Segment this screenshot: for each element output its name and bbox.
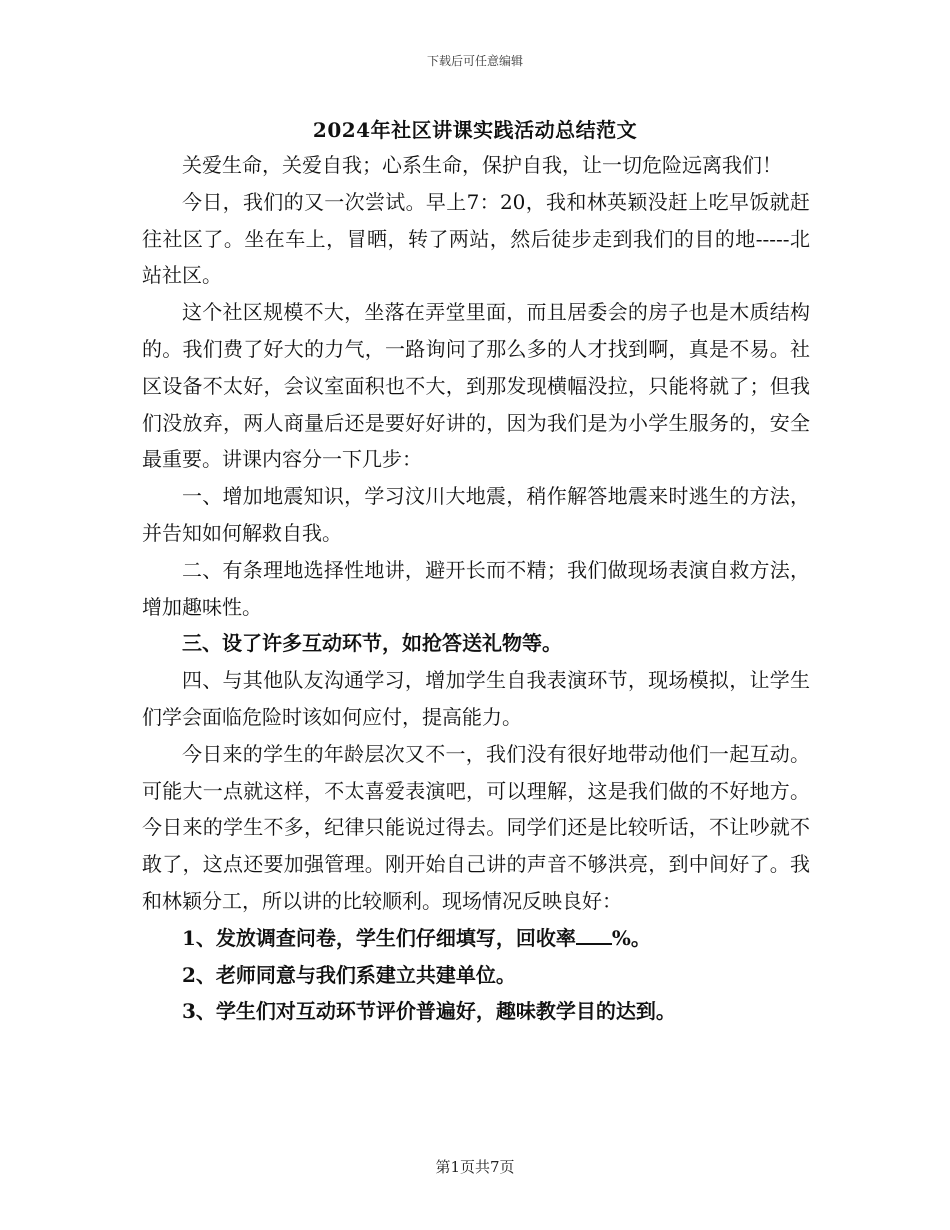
fill-in-blank — [576, 925, 612, 945]
paragraph-10: 2、老师同意与我们系建立共建单位。 — [182, 962, 516, 987]
paragraph-1: 关爱生命，关爱自我；心系生命，保护自我，让一切危险远离我们！ — [182, 153, 782, 177]
paragraph-8: 今日来的学生的年龄层次又不一，我们没有很好地带动他们一起互动。可能大一点就这样，不太喜爱表演吧，可以理解，这是我们做的不好地方。今日来的学生不多，纪律只能说过得去。同学们还是比较听话，不让吵就不敢了，这点还要加强管理。刚开始自己讲的声音不够洪亮，到中间好了。我和林颖分工，所以讲的比较顺利。现场情况反映良好： — [142, 741, 810, 913]
paragraph-3: 这个社区规模不大，坐落在弄堂里面，而且居委会的房子也是木质结构的。我们费了好大的力气，一路询问了那么多的人才找到啊，真是不易。社区设备不太好，会议室面积也不大，到那发现横幅没拉，只能将就了；但我们没放弃，两人商量后还是要好好讲的，因为我们是为小学生服务的，安全最重要。讲课内容分一下几步： — [142, 300, 810, 472]
page-footer: 第1页共7页 — [435, 1158, 515, 1176]
paragraph-9-text: 1、发放调查问卷，学生们仔细填写，回收率 — [182, 925, 576, 950]
paragraph-2: 今日，我们的又一次尝试。早上7：20，我和林英颖没赶上吃早饭就赶往社区了。坐在车上，冒晒，转了两站，然后徒步走到我们的目的地-----北站社区。 — [142, 189, 810, 288]
paragraph-5: 二、有条理地选择性地讲，避开长而不精；我们做现场表演自救方法，增加趣味性。 — [142, 557, 810, 619]
paragraph-9 — [142, 920, 810, 957]
paragraph-11: 3、学生们对互动环节评价普遍好，趣味教学目的达到。 — [182, 999, 676, 1024]
paragraph-7: 四、与其他队友沟通学习，增加学生自我表演环节，现场模拟，让学生们学会面临危险时该如何应付，提高能力。 — [142, 668, 810, 729]
document-title: 2024年社区讲课实践活动总结范文 — [312, 118, 638, 142]
document-body — [142, 147, 810, 1030]
paragraph-9-suffix: %。 — [611, 925, 651, 950]
paragraph-4: 一、增加地震知识，学习汶川大地震，稍作解答地震来时逃生的方法，并告知如何解救自我。 — [142, 484, 810, 545]
header-note: 下载后可任意编辑 — [426, 54, 523, 68]
paragraph-6: 三、设了许多互动环节，如抢答送礼物等。 — [182, 631, 562, 656]
